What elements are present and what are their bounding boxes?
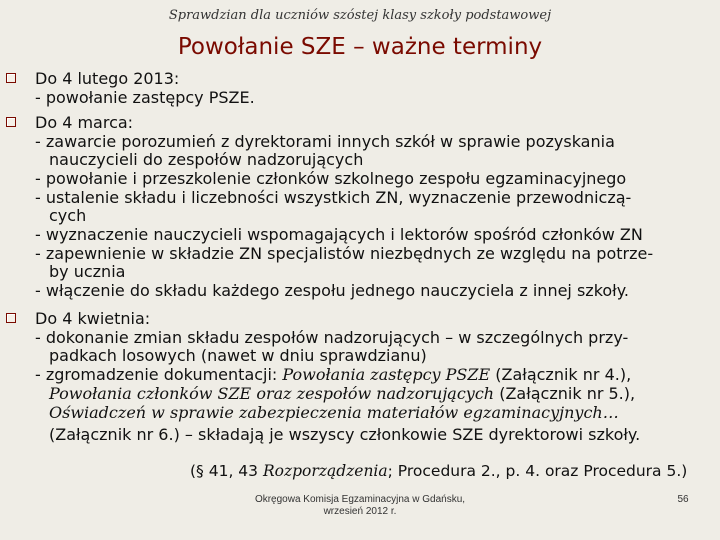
- reference-suffix: ; Procedura 2., p. 4. oraz Procedura 5.): [387, 462, 688, 480]
- item-line: - ustalenie składu i liczebności wszystkich ZN, wyznaczenie przewodniczą-: [35, 188, 632, 207]
- documentation-line: [35, 366, 631, 384]
- footer-date: wrzesień 2012 r.: [323, 506, 397, 517]
- bullet-square-icon: [6, 73, 16, 83]
- attachment-ref: (Załącznik nr 5.),: [494, 384, 636, 403]
- documentation-line: (Załącznik nr 6.) – składają je wszyscy członkowie SZE dyrektorowi szkoły.: [49, 425, 641, 444]
- legal-reference: [190, 462, 687, 480]
- document-title: Powołania zastępcy PSZE: [282, 365, 491, 384]
- attachment-ref: (Załącznik nr 4.),: [490, 365, 632, 384]
- item-line: cych: [49, 206, 87, 225]
- item-line: - włączenie do składu każdego zespołu jednego nauczyciela z innej szkoły.: [35, 281, 629, 300]
- footer-organization: [230, 494, 490, 518]
- bullet-square-icon: [6, 117, 16, 127]
- document-title: Oświadczeń w sprawie zabezpieczenia materiałów egzaminacyjnych…: [49, 403, 619, 422]
- page-number: 56: [677, 494, 689, 505]
- item-line: - powołanie i przeszkolenie członków szkolnego zespołu egzaminacyjnego: [35, 169, 627, 188]
- item-line: nauczycieli do zespołów nadzorujących: [49, 150, 364, 169]
- documentation-line: [49, 385, 635, 403]
- slide-header: Sprawdzian dla uczniów szóstej klasy szkoły podstawowej: [168, 8, 552, 23]
- item-heading: Do 4 marca:: [35, 113, 134, 132]
- item-heading: Do 4 kwietnia:: [35, 309, 151, 328]
- document-title: Powołania członków SZE oraz zespołów nadzorujących: [49, 384, 495, 403]
- reference-italic: Rozporządzenia: [262, 462, 388, 480]
- item-line: by ucznia: [49, 262, 126, 281]
- reference-prefix: (§ 41, 43: [190, 462, 263, 480]
- item-line: - dokonanie zmian składu zespołów nadzorujących – w szczególnych przy-: [35, 328, 629, 347]
- footer-org-name: Okręgowa Komisja Egzaminacyjna w Gdańsku,: [254, 494, 466, 505]
- bullet-square-icon: [6, 313, 16, 323]
- documentation-line: [49, 404, 619, 422]
- item-heading: Do 4 lutego 2013:: [35, 69, 180, 88]
- item-line: - zapewnienie w składzie ZN specjalistów niezbędnych ze względu na potrze-: [35, 244, 654, 263]
- item-line: padkach losowych (nawet w dniu sprawdzianu): [49, 346, 427, 365]
- item-line: - powołanie zastępcy PSZE.: [35, 88, 255, 107]
- item-line: - wyznaczenie nauczycieli wspomagających i lektorów spośród członków ZN: [35, 225, 643, 244]
- slide-title: Powołanie SZE – ważne terminy: [177, 34, 543, 60]
- item-line: - zawarcie porozumień z dyrektorami innych szkół w sprawie pozyskania: [35, 132, 615, 151]
- documentation-prefix: - zgromadzenie dokumentacji:: [35, 365, 283, 384]
